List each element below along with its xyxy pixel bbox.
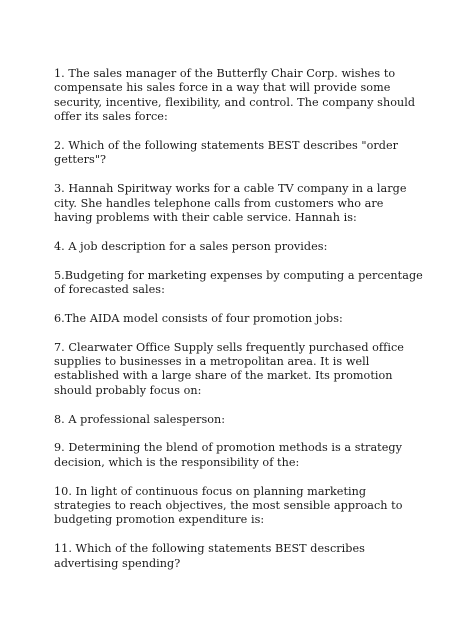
question-line: offer its sales force: [54,110,168,124]
question-line: 6.The AIDA model consists of four promotion jobs: [54,311,343,325]
question-10 [54,485,404,528]
question-2 [54,139,404,168]
question-line: 1. The sales manager of the Butterfly Chair Corp. wishes to [54,67,396,80]
question-line: budgeting promotion expenditure is: [54,513,265,527]
question-line: supplies to businesses in a metropolitan area. It is well [54,355,370,369]
question-line: strategies to reach objectives, the most sensible approach to [54,499,403,513]
question-line: advertising spending? [54,556,181,570]
question-5 [54,268,423,298]
question-line: 11. Which of the following statements BEST describes [54,542,365,556]
question-line: compensate his sales force in a way that will provide some [54,81,391,95]
question-7 [54,341,404,399]
question-line: of forecasted sales: [54,283,165,297]
question-line: 7. Clearwater Office Supply sells frequently purchased office [54,340,404,354]
question-list [54,67,423,585]
question-line: should probably focus on: [54,383,202,397]
question-9 [54,441,404,470]
question-6 [54,312,404,326]
question-line: 5.Budgeting for marketing expenses by computing a percentage [54,268,423,282]
question-4 [54,240,404,254]
question-line: getters"? [54,153,107,167]
question-line: decision, which is the responsibility of the: [54,455,300,469]
question-3 [54,182,407,225]
question-line: established with a large share of the market. Its promotion [54,369,393,383]
question-line: security, incentive, flexibility, and control. The company should [54,95,416,109]
question-line: city. She handles telephone calls from customers who are [54,196,384,210]
question-line: 10. In light of continuous focus on planning marketing [54,484,367,498]
question-11 [54,542,404,571]
question-line: 8. A professional salesperson: [54,412,226,426]
question-1 [54,67,416,125]
question-line: 4. A job description for a sales person provides: [54,239,328,253]
question-line: 2. Which of the following statements BEST describes "order [54,139,399,153]
question-line: 9. Determining the blend of promotion methods is a strategy [54,441,402,455]
question-line: 3. Hannah Spiritway works for a cable TV company in a large [54,182,407,196]
question-8 [54,413,404,427]
question-line: having problems with their cable service. Hannah is: [54,211,357,225]
